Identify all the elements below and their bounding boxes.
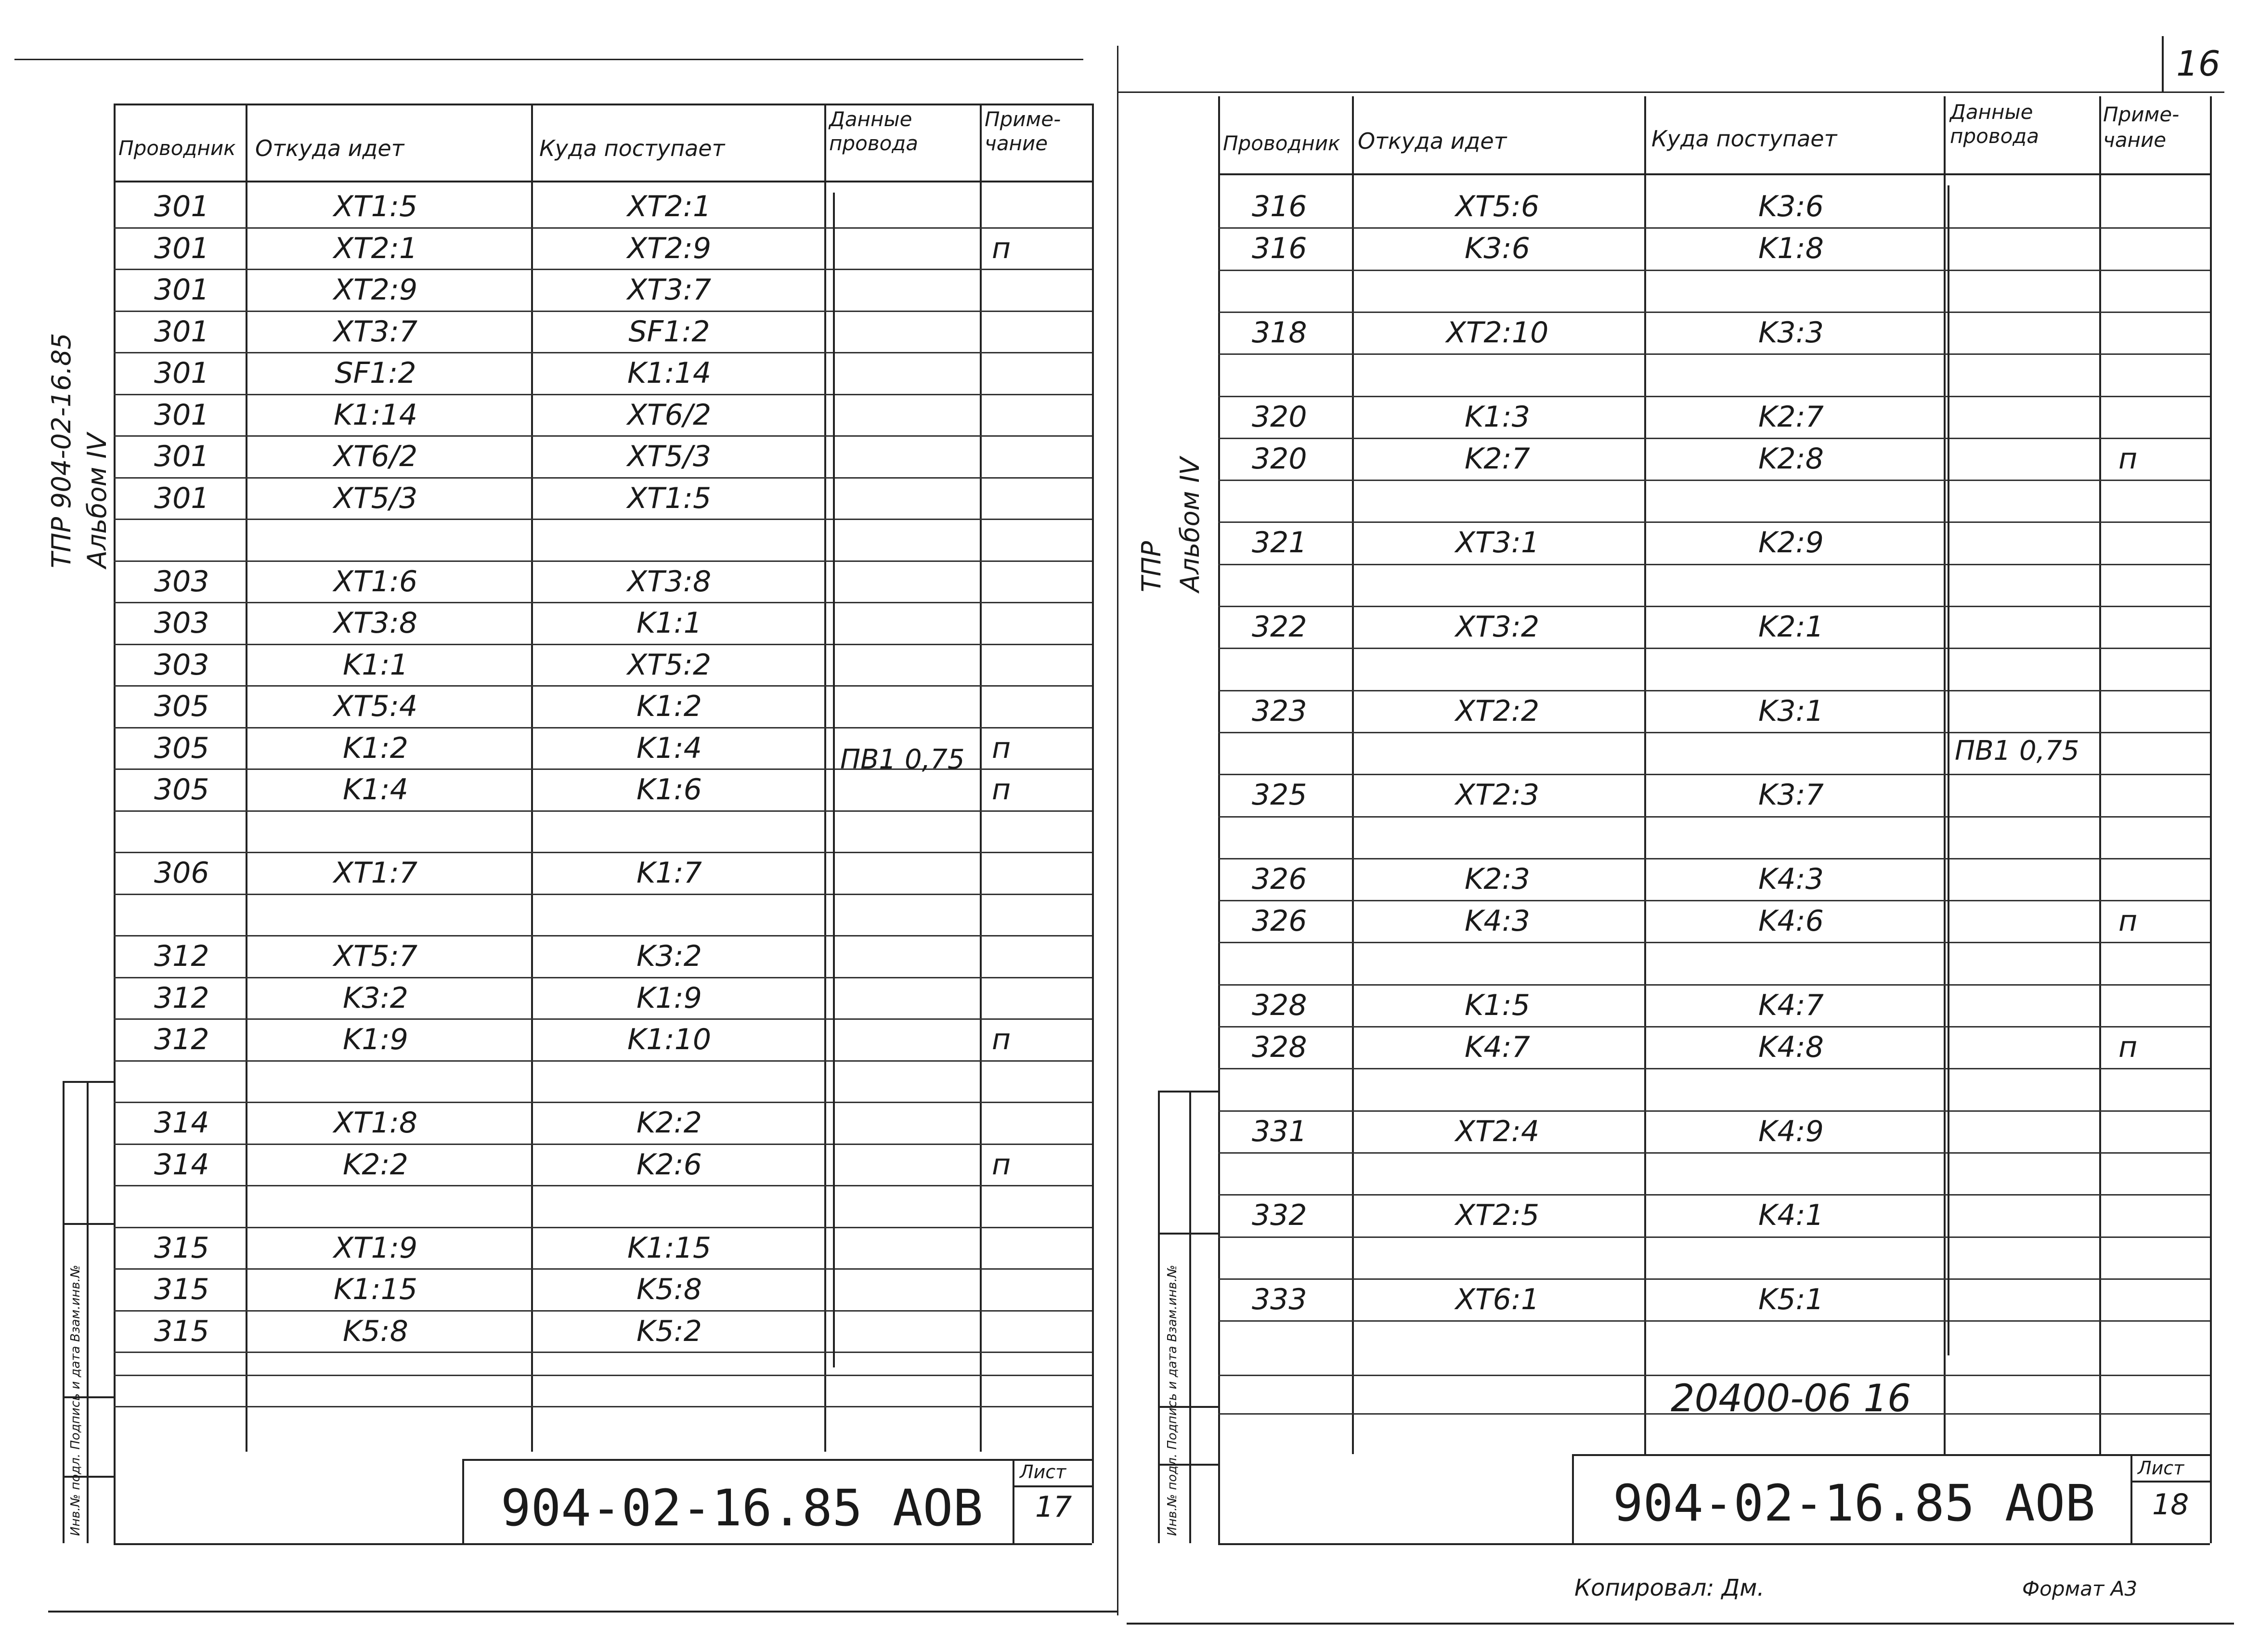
left-from-cell: SF1:2 [335, 356, 416, 390]
right-stamp-border [1158, 1091, 1160, 1543]
right-conductor-cell: 321 [1252, 526, 1307, 560]
left-conductor-cell: 305 [154, 689, 209, 723]
right-from-cell: K4:7 [1465, 1030, 1530, 1064]
left-row-line [114, 1310, 1092, 1312]
right-to-cell: K3:7 [1758, 778, 1824, 812]
right-from-cell: XT5:6 [1455, 190, 1540, 223]
right-to-cell: K4:7 [1758, 988, 1824, 1022]
left-conductor-cell: 305 [154, 773, 209, 806]
right-note-cell: п [2118, 1030, 2138, 1064]
left-from-cell: XT5:7 [333, 939, 418, 973]
left-to-cell: XT5:2 [627, 648, 712, 682]
left-table-col-data [824, 104, 826, 1452]
right-header-to: Куда поступает [1651, 126, 1837, 152]
left-conductor-cell: 315 [154, 1231, 209, 1265]
left-conductor-cell: 303 [154, 648, 209, 682]
left-header-conductor: Проводник [118, 136, 236, 160]
left-row-line [114, 727, 1092, 728]
right-note-cell: п [2118, 904, 2138, 938]
left-from-cell: XT1:7 [333, 856, 418, 890]
left-to-cell: K1:9 [636, 981, 702, 1015]
right-conductor-cell: 320 [1252, 442, 1307, 476]
left-note-cell: п [992, 731, 1011, 765]
right-titleblock-left [1572, 1454, 1574, 1543]
left-to-cell: SF1:2 [628, 314, 710, 349]
left-row-line [114, 394, 1092, 395]
page-number: 16 [2176, 43, 2221, 84]
right-conductor-cell: 332 [1252, 1198, 1307, 1233]
left-header-bottom [114, 181, 1092, 182]
handwritten-code: 20400-06 16 [1671, 1377, 1911, 1420]
right-row-line [1218, 353, 2210, 355]
left-from-cell: XT3:7 [333, 314, 418, 349]
left-from-cell: K1:2 [343, 731, 408, 765]
left-conductor-cell: 301 [154, 356, 209, 390]
left-row-line [114, 935, 1092, 937]
right-sheet-number: 18 [2152, 1488, 2189, 1522]
right-table-right-border [2210, 96, 2212, 1543]
left-row-line [114, 1406, 1092, 1407]
right-titleblock-bottom [1218, 1543, 2210, 1545]
right-header-note-1: Приме- [2103, 103, 2180, 126]
right-from-cell: XT2:2 [1455, 694, 1540, 728]
left-to-cell: XT5/3 [627, 440, 712, 473]
left-conductor-cell: 301 [154, 231, 209, 265]
right-header-from: Откуда идет [1358, 128, 1507, 154]
right-titleblock-sheet-line [2130, 1481, 2210, 1483]
left-conductor-cell: 315 [154, 1314, 209, 1348]
right-row-line [1218, 270, 2210, 271]
right-doc-code: 904-02-16.85 АОВ [1613, 1474, 2095, 1533]
left-from-cell: XT5:4 [333, 689, 418, 723]
right-from-cell: K2:7 [1465, 442, 1530, 476]
left-from-cell: K2:2 [343, 1147, 408, 1182]
right-from-cell: XT3:1 [1455, 526, 1540, 560]
left-conductor-cell: 312 [154, 981, 209, 1015]
left-sheet-label: Лист [1020, 1461, 1066, 1483]
left-stamp-top [63, 1081, 114, 1083]
left-to-cell: K1:1 [636, 606, 702, 640]
left-stamp-inner [87, 1081, 89, 1543]
left-to-cell: K3:2 [636, 939, 702, 973]
left-row-line [114, 435, 1092, 437]
right-note-cell: п [2118, 442, 2138, 476]
right-row-line [1218, 900, 2210, 901]
right-row-line [1218, 1236, 2210, 1238]
left-row-line [114, 1144, 1092, 1145]
left-from-cell: K3:2 [343, 981, 408, 1015]
right-side-title-2: Альбом IV [1175, 457, 1205, 592]
left-note-cell: п [992, 1147, 1011, 1182]
right-conductor-cell: 331 [1252, 1114, 1307, 1148]
right-titleblock-sheet-sep [2130, 1454, 2132, 1543]
right-wire-brace [1948, 185, 1949, 1355]
right-to-cell: K4:1 [1758, 1198, 1824, 1233]
right-conductor-cell: 326 [1252, 904, 1307, 938]
right-top-edge [1117, 91, 2224, 93]
right-from-cell: XT2:4 [1455, 1114, 1540, 1148]
left-note-cell: п [992, 1023, 1011, 1056]
right-stamp-top [1158, 1091, 1218, 1093]
right-from-cell: XT2:3 [1455, 778, 1540, 812]
left-conductor-cell: 301 [154, 440, 209, 473]
left-to-cell: K5:2 [636, 1314, 702, 1348]
left-from-cell: XT1:8 [333, 1106, 418, 1140]
right-bottom-edge [1127, 1623, 2234, 1625]
left-from-cell: K5:8 [343, 1314, 408, 1348]
left-from-cell: XT3:8 [333, 606, 418, 640]
left-from-cell: XT6/2 [333, 440, 418, 473]
right-row-line [1218, 1110, 2210, 1112]
left-row-line [114, 644, 1092, 645]
left-top-edge [14, 59, 1083, 60]
left-from-cell: K1:14 [333, 398, 418, 432]
right-to-cell: K3:3 [1758, 315, 1824, 350]
left-stamp-div1 [63, 1223, 114, 1225]
left-to-cell: XT1:5 [627, 481, 712, 515]
left-table-left-border [114, 104, 116, 1543]
right-stamp-div1 [1158, 1233, 1218, 1235]
left-conductor-cell: 312 [154, 1023, 209, 1056]
left-titleblock-sheet-sep [1013, 1459, 1014, 1543]
left-wire-spec: ПВ1 0,75 [840, 744, 965, 775]
left-to-cell: XT6/2 [627, 398, 712, 432]
right-row-line [1218, 1194, 2210, 1196]
right-row-line [1218, 648, 2210, 649]
right-conductor-cell: 322 [1252, 610, 1307, 644]
left-table-right-border [1092, 104, 1094, 1543]
left-row-line [114, 602, 1092, 603]
left-side-title-1: ТПР 904-02-16.85 [46, 333, 77, 568]
left-row-line [114, 1352, 1092, 1353]
left-row-line [114, 894, 1092, 895]
right-row-line [1218, 1068, 2210, 1069]
right-from-cell: XT2:5 [1455, 1198, 1540, 1233]
left-to-cell: K2:2 [636, 1106, 702, 1140]
format-label: Формат А3 [2022, 1577, 2138, 1600]
left-conductor-cell: 306 [154, 856, 209, 890]
left-to-cell: XT3:8 [627, 564, 712, 598]
left-to-cell: K1:7 [636, 856, 702, 890]
right-row-line [1218, 1152, 2210, 1154]
right-row-line [1218, 1375, 2210, 1376]
left-wire-brace [833, 193, 835, 1367]
left-conductor-cell: 305 [154, 731, 209, 765]
left-row-line [114, 352, 1092, 353]
right-row-line [1218, 564, 2210, 565]
right-row-line [1218, 1026, 2210, 1028]
left-row-line [114, 560, 1092, 562]
left-to-cell: K1:14 [627, 356, 712, 390]
left-row-line [114, 1102, 1092, 1103]
page-number-box [2162, 36, 2164, 91]
left-row-line [114, 477, 1092, 479]
right-row-line [1218, 480, 2210, 481]
left-conductor-cell: 301 [154, 481, 209, 515]
right-conductor-cell: 333 [1252, 1282, 1307, 1316]
left-row-line [114, 1018, 1092, 1020]
left-to-cell: K1:2 [636, 689, 702, 723]
right-conductor-cell: 328 [1252, 988, 1307, 1022]
left-header-wire-data-1: Данные [829, 107, 912, 131]
left-from-cell: K1:4 [343, 773, 408, 806]
right-row-line [1218, 606, 2210, 607]
copied-by: Копировал: Дм. [1574, 1574, 1765, 1601]
left-conductor-cell: 315 [154, 1273, 209, 1306]
right-to-cell: K4:6 [1758, 904, 1824, 938]
right-conductor-cell: 328 [1252, 1030, 1307, 1064]
right-header-wire-data-1: Данные [1950, 100, 2033, 124]
right-row-line [1218, 438, 2210, 439]
left-conductor-cell: 314 [154, 1147, 209, 1182]
left-from-cell: XT1:6 [333, 564, 418, 598]
left-to-cell: XT2:9 [627, 231, 712, 265]
right-to-cell: K5:1 [1758, 1282, 1824, 1316]
right-row-line [1218, 690, 2210, 691]
left-doc-code: 904-02-16.85 АОВ [501, 1479, 983, 1537]
right-conductor-cell: 323 [1252, 694, 1307, 728]
right-row-line [1218, 1320, 2210, 1322]
right-table-left-border [1218, 96, 1220, 1543]
right-from-cell: XT6:1 [1455, 1282, 1540, 1316]
left-to-cell: K5:8 [636, 1273, 702, 1306]
right-row-line [1218, 521, 2210, 523]
right-to-cell: K4:9 [1758, 1114, 1824, 1148]
right-to-cell: K4:3 [1758, 862, 1824, 896]
right-row-line [1218, 732, 2210, 733]
right-conductor-cell: 318 [1252, 315, 1307, 350]
right-header-conductor: Проводник [1223, 131, 1340, 155]
right-from-cell: K2:3 [1465, 862, 1530, 896]
left-header-note-2: чание [985, 131, 1048, 155]
right-sheet-label: Лист [2138, 1457, 2184, 1479]
right-to-cell: K2:9 [1758, 526, 1824, 560]
left-header-to: Куда поступает [539, 135, 725, 161]
right-from-cell: K4:3 [1465, 904, 1530, 938]
right-to-cell: K2:8 [1758, 442, 1824, 476]
left-header-note-1: Приме- [985, 107, 1061, 131]
left-header-from: Откуда идет [255, 135, 404, 161]
right-conductor-cell: 316 [1252, 190, 1307, 223]
right-header-wire-data-2: провода [1950, 124, 2039, 148]
left-note-cell: п [992, 773, 1011, 806]
right-side-title-1: ТПР [1136, 541, 1167, 592]
left-conductor-cell: 314 [154, 1106, 209, 1140]
left-row-line [114, 852, 1092, 853]
left-row-line [114, 311, 1092, 312]
left-to-cell: K1:4 [636, 731, 702, 765]
left-to-cell: K1:10 [627, 1023, 712, 1056]
left-row-line [114, 685, 1092, 687]
right-from-cell: K3:6 [1465, 232, 1530, 266]
left-row-line [114, 1268, 1092, 1270]
left-row-line [114, 810, 1092, 812]
right-conductor-cell: 316 [1252, 232, 1307, 266]
right-row-line [1218, 396, 2210, 397]
left-row-line [114, 519, 1092, 520]
left-table-col-to [531, 104, 533, 1452]
left-from-cell: K1:9 [343, 1023, 408, 1056]
right-row-line [1218, 774, 2210, 775]
left-sheet-number: 17 [1035, 1490, 1072, 1524]
left-row-line [114, 977, 1092, 978]
right-from-cell: K1:3 [1465, 400, 1530, 434]
left-conductor-cell: 303 [154, 606, 209, 640]
right-to-cell: K2:7 [1758, 400, 1824, 434]
right-from-cell: XT2:10 [1446, 315, 1549, 350]
right-conductor-cell: 325 [1252, 778, 1307, 812]
left-row-line [114, 1375, 1092, 1376]
left-from-cell: XT2:9 [333, 273, 418, 307]
left-conductor-cell: 301 [154, 314, 209, 349]
left-header-wire-data-2: провода [829, 131, 919, 155]
left-to-cell: K1:6 [636, 773, 702, 806]
left-conductor-cell: 303 [154, 564, 209, 598]
right-to-cell: K3:1 [1758, 694, 1824, 728]
right-from-cell: K1:5 [1465, 988, 1530, 1022]
left-from-cell: XT2:1 [333, 231, 418, 265]
right-to-cell: K3:6 [1758, 190, 1824, 223]
right-to-cell: K1:8 [1758, 232, 1824, 266]
left-conductor-cell: 301 [154, 273, 209, 307]
left-titleblock-top [462, 1459, 1092, 1461]
left-row-line [114, 1185, 1092, 1186]
left-bottom-edge [48, 1611, 1117, 1613]
right-wire-spec: ПВ1 0,75 [1955, 735, 2079, 767]
left-to-cell: XT2:1 [627, 190, 712, 223]
left-from-cell: K1:15 [333, 1273, 418, 1306]
left-from-cell: XT1:9 [333, 1231, 418, 1265]
center-fold-line [1117, 46, 1118, 1615]
right-row-line [1218, 1278, 2210, 1280]
right-conductor-cell: 326 [1252, 862, 1307, 896]
left-from-cell: XT1:5 [333, 190, 418, 223]
left-row-line [114, 1060, 1092, 1062]
left-table-col-from [246, 104, 247, 1452]
left-to-cell: K1:15 [627, 1231, 712, 1265]
right-row-line [1218, 858, 2210, 859]
left-stamp-text: Инв.№ подл. Подпись и дата Взам.инв.№ [68, 1265, 83, 1536]
left-from-cell: XT5/3 [333, 481, 418, 515]
right-stamp-inner [1189, 1091, 1191, 1543]
left-table-col-note [980, 104, 982, 1452]
right-row-line [1218, 816, 2210, 818]
right-stamp-text: Инв.№ подл. Подпись и дата Взам.инв.№ [1165, 1265, 1180, 1536]
right-header-bottom [1218, 173, 2210, 175]
right-conductor-cell: 320 [1252, 400, 1307, 434]
left-titleblock-left [462, 1459, 464, 1543]
left-from-cell: K1:1 [343, 648, 408, 682]
right-row-line [1218, 942, 2210, 943]
left-conductor-cell: 301 [154, 190, 209, 223]
left-stamp-border [63, 1081, 65, 1543]
left-conductor-cell: 312 [154, 939, 209, 973]
left-row-line [114, 269, 1092, 270]
right-titleblock-top [1572, 1454, 2210, 1456]
right-row-line [1218, 984, 2210, 986]
left-to-cell: K2:6 [636, 1147, 702, 1182]
left-table-top-border [114, 104, 1092, 105]
left-row-line [114, 1227, 1092, 1228]
right-to-cell: K4:8 [1758, 1030, 1824, 1064]
right-header-note-2: чание [2103, 128, 2167, 152]
right-row-line [1218, 227, 2210, 229]
right-from-cell: XT3:2 [1455, 610, 1540, 644]
left-note-cell: п [992, 231, 1011, 265]
left-to-cell: XT3:7 [627, 273, 712, 307]
left-titleblock-sheet-line [1013, 1485, 1092, 1487]
left-titleblock-bottom [114, 1543, 1092, 1545]
left-side-title-2: Альбом IV [82, 433, 112, 568]
left-conductor-cell: 301 [154, 398, 209, 432]
right-row-line [1218, 312, 2210, 313]
left-row-line [114, 227, 1092, 229]
right-to-cell: K2:1 [1758, 610, 1824, 644]
